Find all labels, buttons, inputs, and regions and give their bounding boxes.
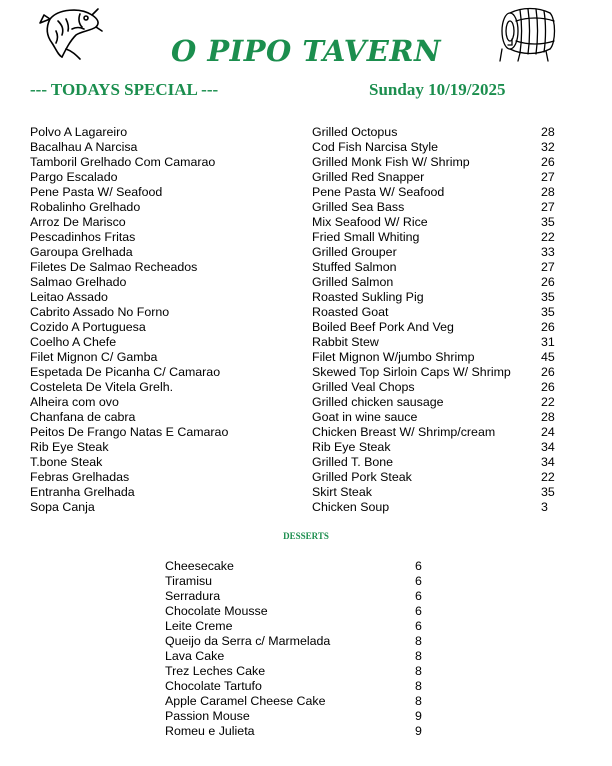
menu-item bbox=[0, 335, 612, 350]
menu-item bbox=[0, 170, 612, 185]
menu-item-english: Grilled Grouper bbox=[312, 245, 397, 259]
menu-item-english: Skewed Top Sirloin Caps W/ Shrimp bbox=[312, 365, 511, 379]
menu-item-english: Mix Seafood W/ Rice bbox=[312, 215, 428, 229]
menu-item-portuguese: Chanfana de cabra bbox=[30, 410, 136, 424]
menu-item-english: Grilled T. Bone bbox=[312, 455, 394, 469]
dessert-price: 9 bbox=[415, 724, 422, 738]
specials-list bbox=[0, 125, 612, 515]
menu-item bbox=[0, 410, 612, 425]
menu-item-english: Fried Small Whiting bbox=[312, 230, 420, 244]
dessert-price: 8 bbox=[415, 649, 422, 663]
menu-item-price: 34 bbox=[541, 455, 555, 469]
dessert-price: 6 bbox=[415, 559, 422, 573]
dessert-name: Chocolate Tartufo bbox=[165, 679, 262, 693]
menu-item-english: Rib Eye Steak bbox=[312, 440, 391, 454]
menu-item-price: 24 bbox=[541, 425, 555, 439]
menu-item-portuguese: Pargo Escalado bbox=[30, 170, 118, 184]
dessert-name: Leite Creme bbox=[165, 619, 233, 633]
menu-item bbox=[0, 215, 612, 230]
dessert-name: Lava Cake bbox=[165, 649, 225, 663]
menu-item bbox=[0, 470, 612, 485]
menu-item-portuguese: Polvo A Lagareiro bbox=[30, 125, 128, 139]
menu-item bbox=[0, 290, 612, 305]
menu-item bbox=[0, 350, 612, 365]
menu-item-portuguese: Bacalhau A Narcisa bbox=[30, 140, 138, 154]
dessert-item bbox=[0, 559, 612, 574]
menu-item-price: 35 bbox=[541, 305, 555, 319]
menu-item-price: 27 bbox=[541, 170, 555, 184]
menu-item-english: Goat in wine sauce bbox=[312, 410, 418, 424]
menu-item-price: 26 bbox=[541, 365, 555, 379]
dessert-price: 6 bbox=[415, 619, 422, 633]
dessert-item bbox=[0, 619, 612, 634]
menu-item-english: Grilled chicken sausage bbox=[312, 395, 444, 409]
dessert-item bbox=[0, 649, 612, 664]
dessert-name: Apple Caramel Cheese Cake bbox=[165, 694, 326, 708]
menu-item-portuguese: Cabrito Assado No Forno bbox=[30, 305, 170, 319]
menu-item-english: Grilled Octopus bbox=[312, 125, 398, 139]
menu-item-price: 22 bbox=[541, 230, 555, 244]
menu-item-portuguese: Pescadinhos Fritas bbox=[30, 230, 136, 244]
dessert-item bbox=[0, 724, 612, 739]
menu-item-portuguese: Filet Mignon C/ Gamba bbox=[30, 350, 158, 364]
menu-item-portuguese: Robalinho Grelhado bbox=[30, 200, 141, 214]
menu-item-english: Roasted Sukling Pig bbox=[312, 290, 424, 304]
menu-item bbox=[0, 320, 612, 335]
menu-item-portuguese: Cozido A Portuguesa bbox=[30, 320, 146, 334]
menu-item bbox=[0, 500, 612, 515]
desserts-list bbox=[0, 559, 612, 739]
menu-item-price: 35 bbox=[541, 485, 555, 499]
dessert-price: 8 bbox=[415, 634, 422, 648]
dessert-price: 8 bbox=[415, 679, 422, 693]
menu-item bbox=[0, 260, 612, 275]
menu-item-price: 28 bbox=[541, 185, 555, 199]
restaurant-title: O PIPO TAVERN bbox=[171, 34, 441, 68]
desserts-heading: DESSERTS bbox=[283, 531, 329, 541]
dessert-item bbox=[0, 604, 612, 619]
menu-date: Sunday 10/19/2025 bbox=[369, 80, 506, 99]
menu-item bbox=[0, 230, 612, 245]
menu-item bbox=[0, 380, 612, 395]
menu-item-portuguese: Filetes De Salmao Recheados bbox=[30, 260, 198, 274]
menu-item-portuguese: Rib Eye Steak bbox=[30, 440, 109, 454]
menu-item-price: 27 bbox=[541, 260, 555, 274]
menu-item-english: Grilled Veal Chops bbox=[312, 380, 415, 394]
menu-item-price: 27 bbox=[541, 200, 555, 214]
menu-item-english: Grilled Pork Steak bbox=[312, 470, 412, 484]
menu-item bbox=[0, 425, 612, 440]
todays-special-label: --- TODAYS SPECIAL --- bbox=[30, 80, 219, 99]
menu-item-english: Skirt Steak bbox=[312, 485, 372, 499]
menu-item-price: 32 bbox=[541, 140, 555, 154]
menu-item-english: Chicken Breast W/ Shrimp/cream bbox=[312, 425, 496, 439]
menu-item-english: Filet Mignon W/jumbo Shrimp bbox=[312, 350, 475, 364]
menu-item bbox=[0, 140, 612, 155]
menu-item-english: Rabbit Stew bbox=[312, 335, 379, 349]
menu-item bbox=[0, 155, 612, 170]
menu-item-portuguese: Costeleta De Vitela Grelh. bbox=[30, 380, 174, 394]
menu-item-english: Roasted Goat bbox=[312, 305, 389, 319]
menu-item bbox=[0, 275, 612, 290]
dessert-name: Cheesecake bbox=[165, 559, 234, 573]
dessert-name: Queijo da Serra c/ Marmelada bbox=[165, 634, 331, 648]
menu-item-price: 3 bbox=[541, 500, 548, 514]
menu-item bbox=[0, 440, 612, 455]
dessert-name: Tiramisu bbox=[165, 574, 213, 588]
menu-item-portuguese: Peitos De Frango Natas E Camarao bbox=[30, 425, 229, 439]
menu-item bbox=[0, 125, 612, 140]
dessert-price: 6 bbox=[415, 589, 422, 603]
menu-item-price: 33 bbox=[541, 245, 555, 259]
dessert-name: Trez Leches Cake bbox=[165, 664, 266, 678]
menu-item-portuguese: Sopa Canja bbox=[30, 500, 95, 514]
dessert-price: 8 bbox=[415, 694, 422, 708]
dessert-item bbox=[0, 634, 612, 649]
menu-item-english: Grilled Sea Bass bbox=[312, 200, 405, 214]
menu-item-price: 28 bbox=[541, 410, 555, 424]
menu-item-price: 34 bbox=[541, 440, 555, 454]
dessert-item bbox=[0, 574, 612, 589]
menu-item bbox=[0, 365, 612, 380]
dessert-price: 9 bbox=[415, 709, 422, 723]
dessert-name: Serradura bbox=[165, 589, 221, 603]
menu-item-price: 22 bbox=[541, 395, 555, 409]
menu-item-portuguese: Febras Grelhadas bbox=[30, 470, 130, 484]
menu-item-price: 26 bbox=[541, 380, 555, 394]
menu-item bbox=[0, 185, 612, 200]
menu-item-price: 26 bbox=[541, 275, 555, 289]
dessert-item bbox=[0, 664, 612, 679]
menu-item-english: Pene Pasta W/ Seafood bbox=[312, 185, 445, 199]
menu-item-portuguese: Leitao Assado bbox=[30, 290, 108, 304]
menu-item bbox=[0, 200, 612, 215]
menu-item-portuguese: Salmao Grelhado bbox=[30, 275, 127, 289]
menu-item-price: 26 bbox=[541, 155, 555, 169]
menu-item-price: 35 bbox=[541, 215, 555, 229]
menu-item-price: 45 bbox=[541, 350, 555, 364]
menu-item-english: Chicken Soup bbox=[312, 500, 390, 514]
menu-item-price: 35 bbox=[541, 290, 555, 304]
menu-item-english: Grilled Salmon bbox=[312, 275, 394, 289]
menu-item-price: 26 bbox=[541, 320, 555, 334]
menu-item-portuguese: Pene Pasta W/ Seafood bbox=[30, 185, 163, 199]
dessert-item bbox=[0, 589, 612, 604]
menu-item-portuguese: Espetada De Picanha C/ Camarao bbox=[30, 365, 221, 379]
menu-item bbox=[0, 245, 612, 260]
menu-item-price: 31 bbox=[541, 335, 555, 349]
menu-item-english: Stuffed Salmon bbox=[312, 260, 397, 274]
dessert-price: 6 bbox=[415, 604, 422, 618]
menu-item-portuguese: Alheira com ovo bbox=[30, 395, 119, 409]
menu-item-english: Cod Fish Narcisa Style bbox=[312, 140, 439, 154]
menu-item-english: Grilled Red Snapper bbox=[312, 170, 425, 184]
menu-item bbox=[0, 395, 612, 410]
dessert-name: Chocolate Mousse bbox=[165, 604, 268, 618]
menu-item-price: 28 bbox=[541, 125, 555, 139]
dessert-name: Passion Mouse bbox=[165, 709, 250, 723]
menu-item-portuguese: T.bone Steak bbox=[30, 455, 103, 469]
menu-item bbox=[0, 455, 612, 470]
menu-item-portuguese: Entranha Grelhada bbox=[30, 485, 135, 499]
menu-item-portuguese: Garoupa Grelhada bbox=[30, 245, 133, 259]
menu-item-english: Grilled Monk Fish W/ Shrimp bbox=[312, 155, 470, 169]
menu-item-portuguese: Arroz De Marisco bbox=[30, 215, 126, 229]
menu-item-price: 22 bbox=[541, 470, 555, 484]
menu-item bbox=[0, 485, 612, 500]
dessert-item bbox=[0, 694, 612, 709]
dessert-price: 6 bbox=[415, 574, 422, 588]
dessert-item bbox=[0, 709, 612, 724]
menu-item-portuguese: Coelho A Chefe bbox=[30, 335, 117, 349]
dessert-name: Romeu e Julieta bbox=[165, 724, 255, 738]
menu-item-english: Boiled Beef Pork And Veg bbox=[312, 320, 454, 334]
dessert-item bbox=[0, 679, 612, 694]
dessert-price: 8 bbox=[415, 664, 422, 678]
menu-item-portuguese: Tamboril Grelhado Com Camarao bbox=[30, 155, 216, 169]
menu-item bbox=[0, 305, 612, 320]
